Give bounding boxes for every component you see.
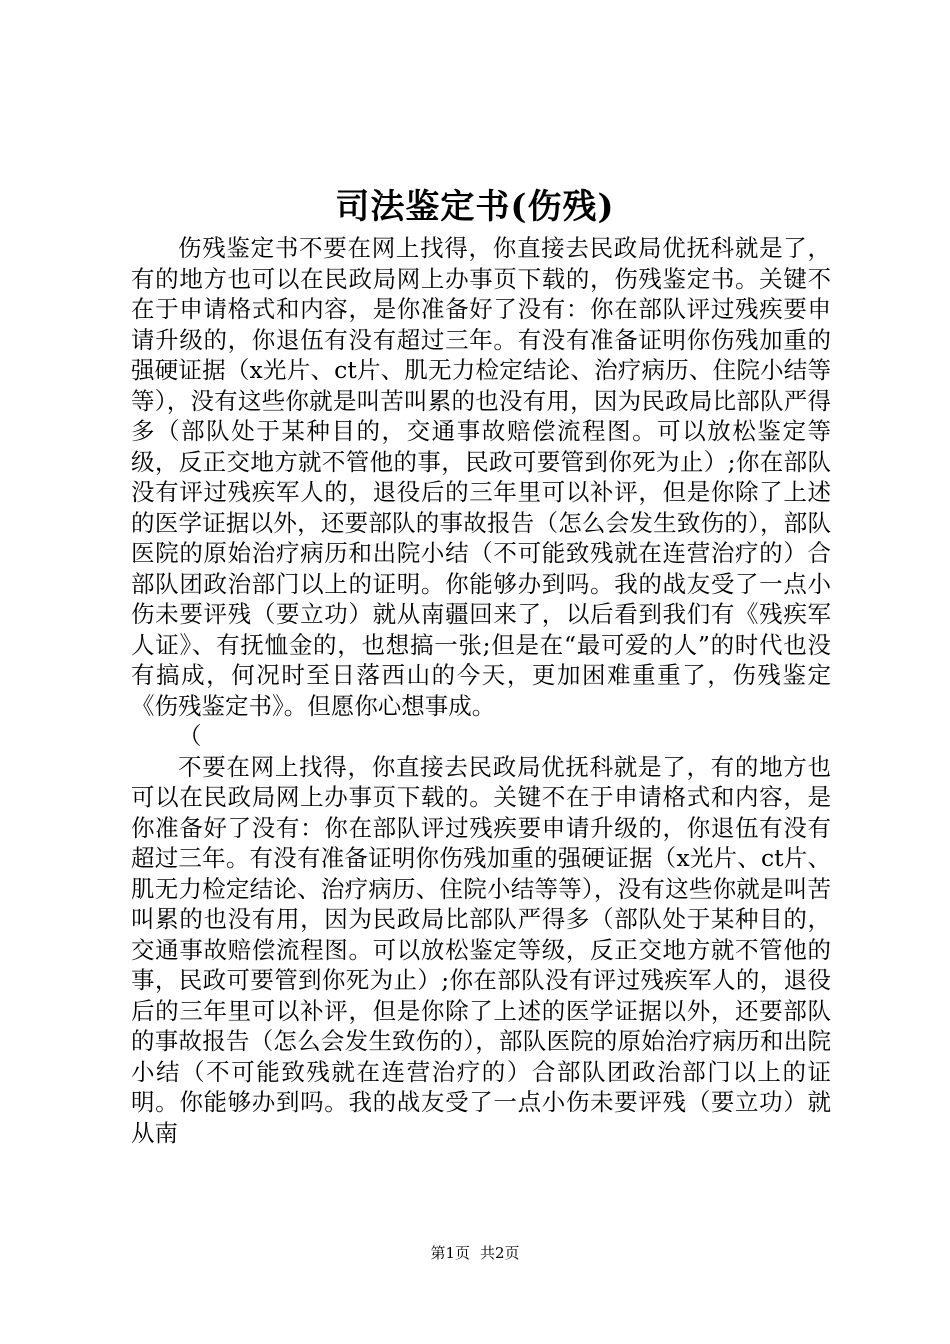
document-body	[131, 233, 831, 1148]
page-footer	[0, 1243, 950, 1263]
paragraph-3: 不要在网上找得，你直接去民政局优抚科就是了，有的地方也可以在民政局网上办事页下载的。关键不在于申请格式和内容，是你准备好了没有：你在部队评过残疾要申请升级的，你退伍有没有超过三年。有没有准备证明你伤残加重的强硬证据（x光片、ct片、肌无力检定结论、治疗病历、住院小结等等），没有这些你就是叫苦叫累的也没有用，因为民政局比部队严得多（部队处于某种目的，交通事故赔偿流程图。可以放松鉴定等级，反正交地方就不管他的事，民政可要管到你死为止）;你在部队没有评过残疾军人的，退役后的三年里可以补评，但是你除了上述的医学证据以外，还要部队的事故报告（怎么会发生致伤的），部队医院的原始治疗病历和出院小结（不可能致残就在连营治疗的）合部队团政治部门以上的证明。你能够办到吗。我的战友受了一点小伤未要评残（要立功）就从南	[131, 752, 831, 1147]
page-total: 共2页	[480, 1244, 520, 1262]
document-title: 司法鉴定书(伤残)	[335, 187, 615, 227]
paragraph-1: 伤残鉴定书不要在网上找得，你直接去民政局优抚科就是了，有的地方也可以在民政局网上办事页下载的，伤残鉴定书。关键不在于申请格式和内容，是你准备好了没有：你在部队评过残疾要申请升级的，你退伍有没有超过三年。有没有准备证明你伤残加重的强硬证据（x光片、ct片、肌无力检定结论、治疗病历、住院小结等等），没有这些你就是叫苦叫累的也没有用，因为民政局比部队严得多（部队处于某种目的，交通事故赔偿流程图。可以放松鉴定等级，反正交地方就不管他的事，民政可要管到你死为止）;你在部队没有评过残疾军人的，退役后的三年里可以补评，但是你除了上述的医学证据以外，还要部队的事故报告（怎么会发生致伤的），部队医院的原始治疗病历和出院小结（不可能致残就在连营治疗的）合部队团政治部门以上的证明。你能够办到吗。我的战友受了一点小伤未要评残（要立功）就从南疆回来了，以后看到我们有《残疾军人证》、有抚恤金的，也想搞一张;但是在“最可爱的人”的时代也没有搞成，何况时至日落西山的今天，更加困难重重了，伤残鉴定《伤残鉴定书》。但愿你心想事成。	[131, 234, 831, 720]
paragraph-2: （	[178, 722, 202, 750]
page-number: 第1页	[430, 1244, 470, 1262]
